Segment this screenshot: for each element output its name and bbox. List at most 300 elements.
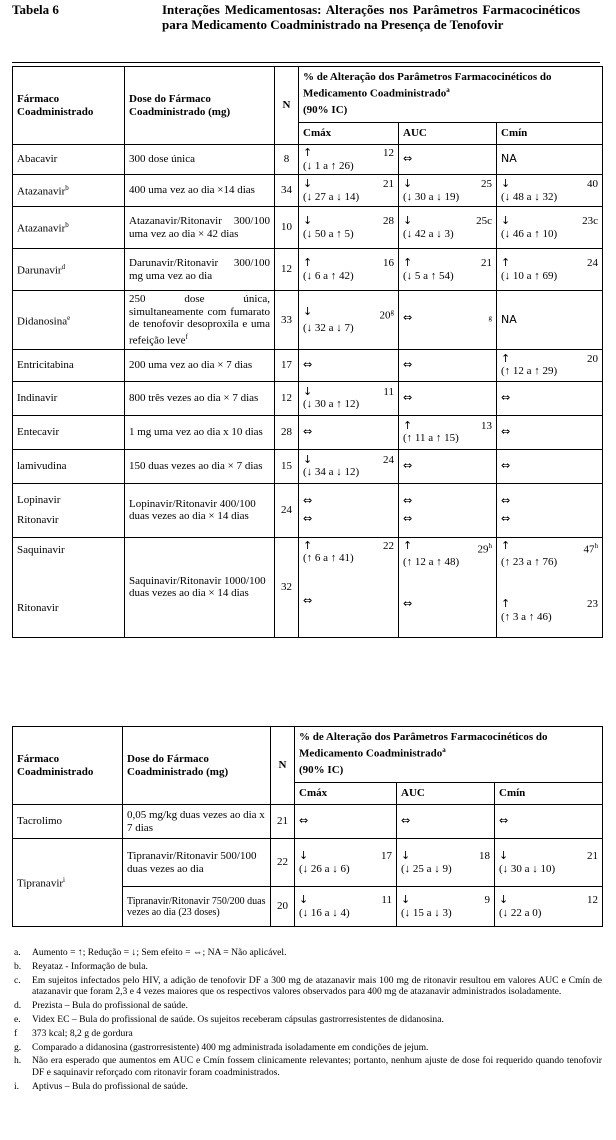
header-cmax: Cmáx <box>299 123 399 145</box>
no-effect-icon: ⇔ <box>303 512 313 526</box>
change-arrow-icon: ↑ <box>501 256 511 269</box>
value-block <box>403 540 492 569</box>
cmin-cell <box>495 887 603 927</box>
no-effect-icon: ⇔ <box>501 493 511 507</box>
confidence-range: (↑ 23 a ↑ 76) <box>501 555 558 568</box>
change-arrow-icon: ↑ <box>403 256 413 269</box>
confidence-range: (↑ 3 a ↑ 46) <box>501 610 552 623</box>
cmin-cell <box>497 381 603 415</box>
change-arrow-icon: ↓ <box>303 177 313 190</box>
footnote-key: b. <box>14 960 22 972</box>
confidence-range: (↑ 12 a ↑ 29) <box>501 365 558 378</box>
value-line <box>403 153 492 166</box>
change-arrow-icon: ↓ <box>303 384 313 398</box>
auc-cell <box>399 415 497 449</box>
change-value: 9 <box>484 894 490 906</box>
value-block <box>501 598 598 623</box>
change-arrow-icon: ⇔ <box>501 424 511 438</box>
dose-cell <box>125 207 275 249</box>
n-cell: 21 <box>271 805 295 839</box>
drug-cell <box>13 839 123 927</box>
auc-cell <box>399 537 497 637</box>
change-arrow-icon: ↓ <box>303 304 313 318</box>
dose-text: 150 duas vezes ao dia × 7 dias <box>129 459 263 472</box>
n-cell: 33 <box>275 291 299 350</box>
confidence-range: (↓ 25 a ↓ 9) <box>401 862 452 875</box>
cmax-cell <box>299 145 399 175</box>
value-line <box>303 178 394 191</box>
cmax-cell <box>299 349 399 381</box>
interaction-table-2 <box>12 726 603 927</box>
change-arrow-icon: ↑ <box>303 538 313 552</box>
change-arrow-icon: ⇔ <box>403 390 413 404</box>
dose-cell: Tipranavir/Ritonavir 500/100 duas vezes ao dia <box>123 839 271 887</box>
footnote-key: h. <box>14 1055 22 1067</box>
dose-cell <box>125 449 275 483</box>
drug-name: Lopinavir <box>17 493 61 506</box>
drug-name: Didanosina <box>17 315 68 328</box>
drug-cell <box>13 381 125 415</box>
change-value: 24 <box>383 453 394 466</box>
confidence-range: (↓ 1 a ↑ 26) <box>303 159 354 172</box>
header-drug: Fármaco Coadministrado <box>13 67 125 145</box>
change-arrow-icon: ↓ <box>299 849 309 862</box>
auc-cell <box>397 839 495 887</box>
change-value: 11 <box>383 385 394 398</box>
cmax-cell <box>299 175 399 207</box>
header-group <box>295 727 603 783</box>
n-cell: 32 <box>275 537 299 637</box>
dose-text: 200 uma vez ao dia × 7 dias <box>129 358 253 371</box>
confidence-range: (↓ 50 a ↑ 5) <box>303 227 354 240</box>
n-cell: 20 <box>271 887 295 927</box>
value-line <box>303 540 394 553</box>
header-cmin: Cmín <box>495 783 603 805</box>
change-value: 40 <box>587 178 598 190</box>
table-caption: Interações Medicamentosas: Alterações nos Parâmetros Farmacocinéticos para Medicamento Coadministrado na Presença de Tenofovir <box>162 2 580 32</box>
header-group-line2: (90% IC) <box>303 103 348 116</box>
value-line <box>501 178 598 191</box>
value-line <box>499 894 598 907</box>
confidence-range: (↑ 12 a ↑ 48) <box>403 555 460 568</box>
change-arrow-icon: ↑ <box>501 538 511 552</box>
drug-cell <box>13 145 125 175</box>
table-row <box>13 207 603 249</box>
cmax-cell <box>299 449 399 483</box>
n-cell: 28 <box>275 415 299 449</box>
dose-cell <box>125 381 275 415</box>
value-line <box>501 392 598 405</box>
drug-name: Tipranavir <box>17 878 64 891</box>
header-group-sup: a <box>446 85 450 94</box>
cmax-cell <box>299 415 399 449</box>
confidence-range: (↓ 30 a ↓ 19) <box>403 190 460 203</box>
change-arrow-icon: ↑ <box>303 146 313 159</box>
no-effect-icon: ⇔ <box>403 597 413 611</box>
value-line <box>501 215 598 228</box>
confidence-range: (↓ 22 a 0) <box>499 906 542 919</box>
change-arrow-icon: ⇔ <box>403 152 413 166</box>
change-value: 47 <box>583 543 595 556</box>
dose-text: 250 dose única, simultaneamente com fumarato de tenofovir desoproxila e uma refeição leve <box>129 293 270 347</box>
auc-cell <box>399 145 497 175</box>
value-line <box>299 894 392 907</box>
confidence-range: (↓ 27 a ↓ 14) <box>303 190 360 203</box>
drug-name: Ritonavir <box>17 514 59 527</box>
footnote-key: g. <box>14 1041 22 1053</box>
confidence-range: (↓ 10 a ↑ 69) <box>501 269 558 282</box>
change-arrow-icon: ↓ <box>303 452 313 466</box>
value-line <box>303 147 394 160</box>
drug-sup: i <box>63 876 65 885</box>
change-value: 16 <box>383 257 394 269</box>
drug-name: Tacrolimo <box>13 805 123 839</box>
header-drug: Fármaco Coadministrado <box>13 727 123 805</box>
value-block <box>303 540 394 565</box>
value-line <box>403 359 492 372</box>
value-line <box>401 894 490 907</box>
dose-cell: Lopinavir/Ritonavir 400/100 duas vezes ao dia × 14 dias <box>125 483 275 537</box>
auc-cell <box>399 349 497 381</box>
footnote-text: 373 kcal; 8,2 g de gordura <box>32 1027 133 1039</box>
footnote <box>14 1042 602 1054</box>
no-effect-icon: ⇔ <box>303 593 313 607</box>
footnote <box>14 1014 602 1026</box>
confidence-range: (↓ 26 a ↓ 6) <box>299 862 350 875</box>
confidence-range: (↓ 46 a ↑ 10) <box>501 227 558 240</box>
footnote-key: i. <box>14 1080 20 1092</box>
footnote-text: Prezista – Bula do profissional de saúde. <box>32 1000 188 1012</box>
dose-cell <box>125 415 275 449</box>
footnote-key: c. <box>14 974 21 986</box>
value-line <box>403 178 492 191</box>
value-sup: g <box>390 307 394 316</box>
n-cell: 24 <box>275 483 299 537</box>
n-cell: 8 <box>275 145 299 175</box>
change-value: 24 <box>587 257 598 269</box>
cmin-cell <box>497 175 603 207</box>
value-line <box>303 426 394 439</box>
table-label: Tabela 6 <box>12 2 59 17</box>
change-arrow-icon: ↓ <box>501 177 511 190</box>
auc-cell <box>399 483 497 537</box>
caption-rule <box>12 62 600 63</box>
footnote <box>14 1055 602 1079</box>
value-line <box>501 540 598 556</box>
footnote-key: a. <box>14 947 21 958</box>
value-line <box>501 353 598 366</box>
header-group <box>299 67 603 123</box>
value-sup: g <box>488 313 492 322</box>
confidence-range: (↑ 6 a ↑ 41) <box>303 552 354 565</box>
change-value: 21 <box>587 850 598 862</box>
value-line <box>403 420 492 433</box>
value-line <box>501 314 598 327</box>
auc-cell: ⇔ <box>397 805 495 839</box>
value-line <box>499 850 598 863</box>
table-row <box>13 249 603 291</box>
drug-sup: b <box>65 221 69 230</box>
confidence-range: (↓ 34 a ↓ 12) <box>303 466 360 479</box>
table-row <box>13 381 603 415</box>
table-row <box>13 415 603 449</box>
cmax-cell <box>295 839 397 887</box>
change-arrow-icon: ⇔ <box>501 458 511 472</box>
header-dose: Dose do Fármaco Coadministrado (mg) <box>123 727 271 805</box>
dose-text: 400 uma vez ao dia ×14 dias <box>129 184 255 197</box>
header-group-line2: (90% IC) <box>299 763 344 776</box>
table-row-tipranavir-1 <box>13 839 603 887</box>
cmin-cell <box>497 483 603 537</box>
n-cell: 34 <box>275 175 299 207</box>
no-effect-icon: ⇔ <box>303 493 313 507</box>
change-arrow-icon: ↓ <box>403 214 413 227</box>
header-group-sup: a <box>442 745 446 754</box>
header-auc: AUC <box>397 783 495 805</box>
change-arrow-icon: ↓ <box>401 849 411 862</box>
change-arrow-icon: NA <box>501 312 517 326</box>
change-arrow-icon: ↓ <box>303 214 313 227</box>
change-value: 21 <box>383 178 394 190</box>
n-cell: 17 <box>275 349 299 381</box>
n-cell: 12 <box>275 381 299 415</box>
change-value: 17 <box>381 850 392 862</box>
drug-cell <box>13 449 125 483</box>
footnote <box>14 975 602 999</box>
cmax-cell <box>299 291 399 350</box>
interaction-table-1 <box>12 66 603 638</box>
cmax-cell <box>299 207 399 249</box>
value-line <box>501 598 598 611</box>
dose-text: 300 dose única <box>129 153 195 166</box>
confidence-range: (↑ 11 a ↑ 15) <box>403 432 459 445</box>
footnote-text: Em sujeitos infectados pelo HIV, a adição de tenofovir DF a 300 mg de atazanavir mais 100 mg de ritonavir resultou em valores AUC e Cmín de atazanavir que foram 2,3 e 4 vezes maiores que os respectivos valores observados para 400 mg de atazanavir administrados isoladamente. <box>32 974 602 998</box>
footnote <box>14 947 602 959</box>
change-arrow-icon: ↑ <box>403 538 413 552</box>
header-auc: AUC <box>399 123 497 145</box>
footnote-key: e. <box>14 1013 21 1025</box>
change-value: 28 <box>383 215 394 227</box>
confidence-range: (↓ 42 a ↓ 3) <box>403 227 454 240</box>
value-line <box>403 392 492 405</box>
dose-cell: Saquinavir/Ritonavir 1000/100 duas vezes ao dia × 14 dias <box>125 537 275 637</box>
footnote-key: d. <box>14 1000 22 1012</box>
change-arrow-icon: ⇔ <box>501 390 511 404</box>
value-line <box>303 386 394 399</box>
cmin-cell <box>497 291 603 350</box>
drug-name: Abacavir <box>17 153 58 166</box>
value-sup: h <box>488 541 492 550</box>
dose-cell: 0,05 mg/kg duas vezes ao dia x 7 dias <box>123 805 271 839</box>
no-effect-icon: ⇔ <box>501 512 511 526</box>
drug-cell <box>13 291 125 350</box>
cmin-cell <box>497 537 603 637</box>
table-row <box>13 175 603 207</box>
dose-text: 1 mg uma vez ao dia x 10 dias <box>129 425 263 438</box>
change-arrow-icon: ⇔ <box>403 310 413 324</box>
change-arrow-icon: ↓ <box>501 214 511 227</box>
change-arrow-icon: ↓ <box>499 893 509 906</box>
confidence-range: (↓ 30 a ↓ 10) <box>499 862 556 875</box>
auc-cell <box>399 207 497 249</box>
value-line <box>303 306 394 322</box>
header-n: N <box>271 727 295 805</box>
change-value: 18 <box>479 850 490 862</box>
change-value: 13 <box>481 419 492 432</box>
drug-name: Indinavir <box>17 391 58 404</box>
cmax-cell: ⇔ <box>295 805 397 839</box>
table-row-tacrolimo <box>13 805 603 839</box>
cmin-cell <box>495 839 603 887</box>
value-line <box>303 359 394 372</box>
dose-text: Atazanavir/Ritonavir 300/100 uma vez ao dia × 42 dias <box>129 215 270 240</box>
footnote-text: Videx EC – Bula do profissional de saúde. Os sujeitos receberam cápsulas gastrorresistentes de didanosina. <box>32 1013 444 1025</box>
change-arrow-icon: ⇔ <box>403 458 413 472</box>
footnote <box>14 961 602 973</box>
drug-cell <box>13 207 125 249</box>
drug-name: Ritonavir <box>17 602 59 615</box>
cmin-cell: ⇔ <box>495 805 603 839</box>
value-line <box>403 312 492 328</box>
value-block <box>501 540 598 569</box>
confidence-range: (↓ 15 a ↓ 3) <box>401 906 452 919</box>
change-arrow-icon: ⇔ <box>303 357 313 371</box>
value-line <box>403 257 492 270</box>
drug-sup: b <box>65 184 69 193</box>
value-line <box>401 850 490 863</box>
header-cmax: Cmáx <box>295 783 397 805</box>
change-value: 25 <box>481 178 492 190</box>
auc-cell <box>399 291 497 350</box>
change-value: 22 <box>383 539 394 552</box>
drug-name: Atazanavir <box>17 223 66 236</box>
drug-name: Entecavir <box>17 425 60 438</box>
header-dose: Dose do Fármaco Coadministrado (mg) <box>125 67 275 145</box>
change-value: 23 <box>587 598 598 611</box>
footnote <box>14 1028 602 1040</box>
header-group-line1: % de Alteração dos Parâmetros Farmacocinéticos do Medicamento Coadministrado <box>303 71 552 100</box>
table-row <box>13 145 603 175</box>
dose-text: Darunavir/Ritonavir 300/100 mg uma vez ao dia <box>129 257 270 282</box>
change-arrow-icon: ↓ <box>499 849 509 862</box>
change-value: 12 <box>587 894 598 906</box>
change-value: 29 <box>477 543 489 556</box>
value-line <box>303 257 394 270</box>
change-value: 11 <box>381 894 392 906</box>
change-arrow-icon: ↓ <box>299 893 309 906</box>
confidence-range: (↓ 5 a ↑ 54) <box>403 269 454 282</box>
auc-cell <box>399 175 497 207</box>
change-arrow-icon: ↓ <box>401 893 411 906</box>
value-line <box>403 460 492 473</box>
table-row-lopinavir <box>13 483 603 537</box>
cmin-cell <box>497 145 603 175</box>
auc-cell <box>399 249 497 291</box>
footnote-text: Aptivus – Bula do profissional de saúde. <box>32 1080 188 1092</box>
drug-name: Darunavir <box>17 265 62 278</box>
change-arrow-icon: ↑ <box>501 597 511 611</box>
cmin-cell <box>497 415 603 449</box>
n-cell: 10 <box>275 207 299 249</box>
cmax-cell <box>299 483 399 537</box>
footnote-text: Reyataz - Informação de bula. <box>32 960 148 972</box>
value-line <box>501 426 598 439</box>
dose-cell <box>125 145 275 175</box>
footnote-text: Não era esperado que aumentos em AUC e Cmín fossem clinicamente relevantes; portanto, nenhum ajuste de dose foi requerido quando tenofovir DF e saquinavir reforçado com ritonavir foram coadministrados. <box>32 1055 602 1079</box>
table-row <box>13 449 603 483</box>
cmax-cell <box>295 887 397 927</box>
change-arrow-icon: NA <box>501 152 517 166</box>
confidence-range: (↓ 32 a ↓ 7) <box>303 321 354 334</box>
n-cell: 15 <box>275 449 299 483</box>
footnote <box>14 1081 602 1093</box>
table-row-saquinavir <box>13 537 603 637</box>
value-line <box>303 454 394 467</box>
confidence-range: (↓ 30 a ↑ 12) <box>303 398 360 411</box>
dose-cell: Tipranavir/Ritonavir 750/200 duas vezes ao dia (23 doses) <box>123 887 271 927</box>
change-value: 12 <box>383 147 394 159</box>
change-arrow-icon: ↓ <box>403 177 413 190</box>
drug-cell <box>13 537 125 637</box>
header-n: N <box>275 67 299 145</box>
no-effect-icon: ⇔ <box>403 493 413 507</box>
drug-sup: d <box>61 263 66 272</box>
cmax-cell <box>299 381 399 415</box>
change-value: 23c <box>582 215 598 227</box>
change-value: 25c <box>476 215 492 227</box>
value-line <box>303 215 394 228</box>
change-arrow-icon: ↑ <box>501 351 511 365</box>
value-line <box>403 215 492 228</box>
drug-cell <box>13 175 125 207</box>
footnote-text: Aumento = ↑; Redução = ↓; Sem efeito = ⇔; NA = Não aplicável. <box>32 947 287 958</box>
dose-cell <box>125 291 275 350</box>
cmin-cell <box>497 349 603 381</box>
drug-cell <box>13 349 125 381</box>
auc-cell <box>399 449 497 483</box>
cmax-cell <box>299 537 399 637</box>
change-value: 21 <box>481 257 492 269</box>
header-group-line1: % de Alteração dos Parâmetros Farmacocinéticos do Medicamento Coadministrado <box>299 731 548 760</box>
footnote <box>14 1000 602 1012</box>
confidence-range: (↓ 16 a ↓ 4) <box>299 906 350 919</box>
drug-name: lamivudina <box>17 459 67 472</box>
drug-sup: e <box>67 313 71 322</box>
change-arrow-icon: ↑ <box>303 256 313 269</box>
change-value: 20 <box>379 309 391 322</box>
change-arrow-icon: ↑ <box>403 418 413 432</box>
change-arrow-icon: ⇔ <box>303 424 313 438</box>
cmax-cell <box>299 249 399 291</box>
value-line <box>403 540 492 556</box>
table-row <box>13 291 603 350</box>
cmin-cell <box>497 449 603 483</box>
n-cell: 12 <box>275 249 299 291</box>
table-1-body <box>13 145 603 484</box>
auc-cell <box>397 887 495 927</box>
value-line <box>299 850 392 863</box>
drug-cell <box>13 483 125 537</box>
drug-cell <box>13 415 125 449</box>
confidence-range: (↓ 48 a ↓ 32) <box>501 190 558 203</box>
change-value: 20 <box>587 352 598 365</box>
value-line <box>501 460 598 473</box>
footnote-text: Comparado a didanosina (gastrorresistente) 400 mg administrada isoladamente em condições de jejum. <box>32 1041 429 1053</box>
drug-name: Entricitabina <box>17 358 74 371</box>
cmin-cell <box>497 207 603 249</box>
dose-text: 800 três vezes ao dia × 7 dias <box>129 391 259 404</box>
auc-cell <box>399 381 497 415</box>
